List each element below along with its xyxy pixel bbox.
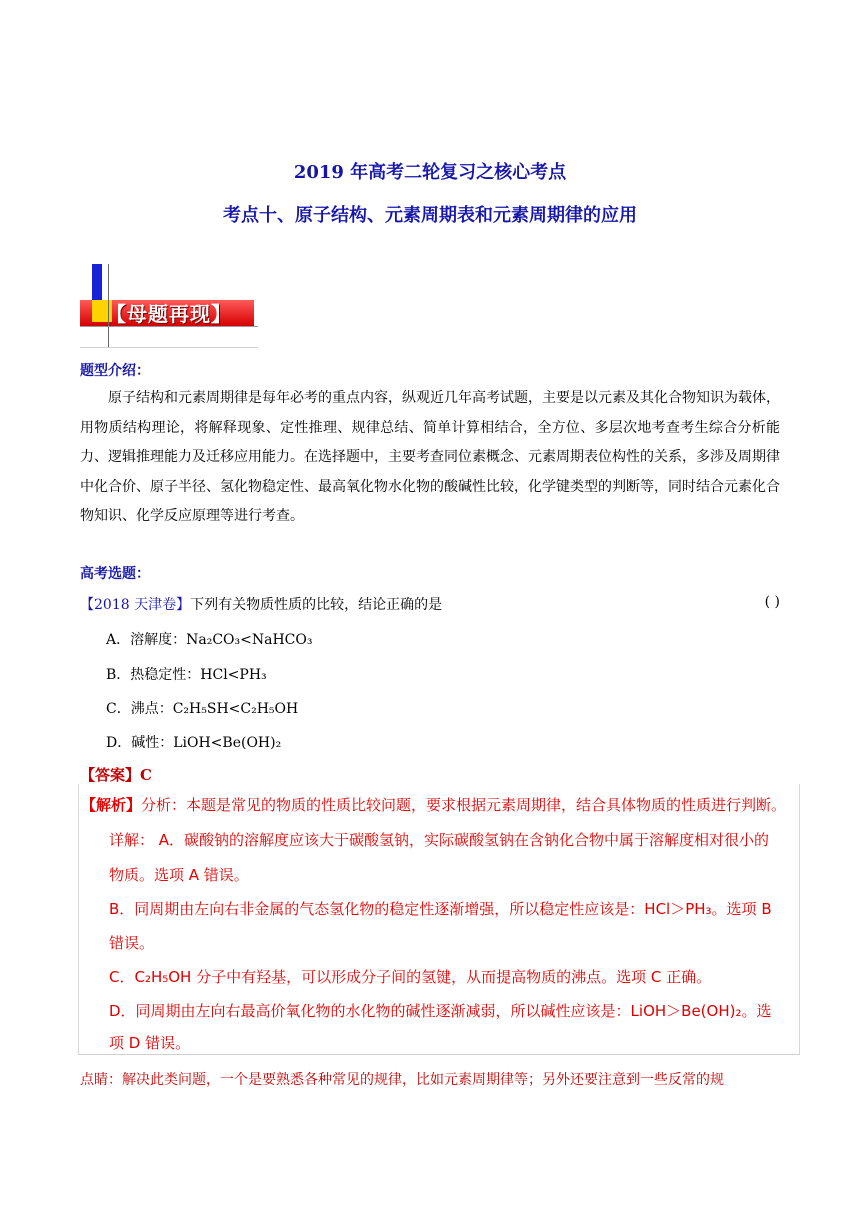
- answer: 【答案】C: [80, 766, 152, 784]
- banner-text: 【母题再现】: [106, 302, 232, 326]
- analysis-line-4: B．同周期由左向右非金属的气态氢化物的稳定性逐渐增强，所以稳定性应该是：HCl＞PH₃。选项 B: [109, 900, 772, 918]
- analysis-line-6: C．C₂H₅OH 分子中有羟基，可以形成分子间的氢键，从而提高物质的沸点。选项 C 正确。: [109, 968, 712, 986]
- analysis-line-5: 错误。: [109, 934, 155, 952]
- exam-label: 高考选题：: [80, 566, 150, 582]
- answer-blank: ( ): [764, 594, 780, 610]
- option-a: A．溶解度：Na₂CO₃<NaHCO₃: [106, 632, 313, 648]
- analysis-line-7: D．同周期由左向右最高价氧化物的水化物的碱性逐渐减弱，所以碱性应该是：LiOH＞Be(OH)₂。选: [109, 1002, 772, 1020]
- option-d: D．碱性：LiOH<Be(OH)₂: [106, 735, 282, 751]
- analysis-line-1: [81, 794, 786, 815]
- question-text: 下列有关物质性质的比较，结论正确的是: [190, 597, 443, 613]
- analysis-line-3: 物质。选项 A 错误。: [109, 866, 249, 884]
- analysis-tag: 【解析】: [81, 796, 142, 814]
- page-title: 2019 年高考二轮复习之核心考点: [293, 162, 567, 183]
- analysis-line-2: 详解： A．碳酸钠的溶解度应该大于碳酸氢钠，实际碳酸氢钠在含钠化合物中属于溶解度相对很小的: [109, 831, 770, 849]
- page-subtitle: 考点十、原子结构、元素周期表和元素周期律的应用: [223, 205, 637, 226]
- intro-paragraph: [80, 384, 780, 532]
- intro-label: 题型介绍：: [80, 363, 150, 379]
- question-stem: [80, 594, 780, 614]
- question-source: 【2018 天津卷】: [80, 597, 191, 613]
- banner-bottom-line: [80, 347, 258, 348]
- analysis-box: [78, 784, 800, 1055]
- banner-graphic: [80, 264, 258, 348]
- analysis-line-8: 项 D 错误。: [109, 1034, 191, 1052]
- tip-text: 点睛：解决此类问题，一个是要熟悉各种常见的规律，比如元素周期律等；另外还要注意到一些反常的规: [80, 1072, 724, 1088]
- option-c: C．沸点：C₂H₅SH<C₂H₅OH: [106, 701, 299, 717]
- option-b: B．热稳定性：HCl<PH₃: [106, 667, 267, 683]
- analysis-text-1: 分析：本题是常见的物质的性质比较问题，要求根据元素周期律，结合具体物质的性质进行判断。: [141, 796, 787, 814]
- intro-text: 原子结构和元素周期律是每年必考的重点内容，纵观近几年高考试题，主要是以元素及其化合物知识为载体，用物质结构理论，将解释现象、定性推理、规律总结、简单计算相结合，全方位、多层次地考查考生综合分析能力、逻辑推理能力及迁移应用能力。在选择题中，主要考查同位素概念、元素周期表位构性的关系，多涉及周期律中化合价、原子半径、氢化物稳定性、最高氧化物水化物的酸碱性比较，化学键类型的判断等，同时结合元素化合物知识、化学反应原理等进行考查。: [80, 390, 780, 524]
